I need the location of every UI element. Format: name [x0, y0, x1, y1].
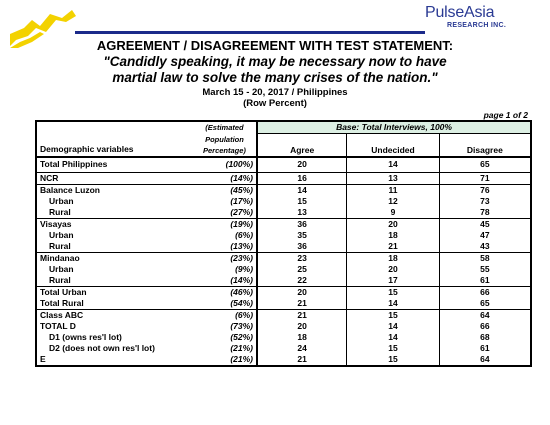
row-agree: 23	[257, 252, 347, 264]
row-population-pct: (13%)	[193, 241, 257, 253]
row-label: D1 (owns res'l lot)	[36, 332, 193, 343]
row-undecided: 20	[347, 218, 439, 230]
page-number: page 1 of 2	[483, 110, 528, 120]
brand-subtitle: RESEARCH INC.	[447, 22, 507, 29]
row-agree: 20	[257, 157, 347, 173]
row-undecided: 15	[347, 309, 439, 321]
row-agree: 15	[297, 195, 307, 206]
row-undecided: 17	[347, 275, 439, 287]
row-population-pct: (17%)	[193, 196, 257, 207]
row-label: Urban	[36, 230, 193, 241]
row-label: D2 (does not own res'l lot)	[36, 343, 193, 354]
table-row	[36, 207, 531, 219]
row-agree: 36	[297, 240, 307, 251]
col-header-undecided: Undecided	[347, 134, 439, 157]
row-agree: 20	[257, 286, 347, 298]
row-disagree: 43	[439, 241, 531, 253]
row-label: Rural	[36, 241, 193, 253]
row-undecided: 13	[347, 172, 439, 184]
row-label: Rural	[36, 207, 193, 219]
row-percent-label: (Row Percent)	[243, 98, 307, 109]
row-label: Urban	[36, 264, 193, 275]
row-agree: 25	[297, 263, 307, 274]
row-disagree: 64	[439, 309, 531, 321]
table-row	[36, 252, 531, 264]
base-header: Base: Total Interviews, 100%	[257, 121, 531, 134]
table-row	[36, 321, 531, 332]
row-agree: 18	[297, 331, 307, 342]
row-label: Urban	[36, 196, 193, 207]
row-population-pct: (100%)	[193, 157, 257, 173]
row-undecided: 15	[347, 286, 439, 298]
row-undecided: 11	[347, 184, 439, 196]
row-label: Total Rural	[36, 298, 193, 310]
row-agree: 21	[297, 297, 307, 308]
row-population-pct: (21%)	[193, 343, 257, 354]
row-population-pct: (9%)	[193, 264, 257, 275]
row-disagree: 47	[439, 230, 531, 241]
row-undecided: 14	[347, 332, 439, 343]
col-header-agree: Agree	[290, 144, 315, 155]
row-agree: 24	[297, 342, 307, 353]
page-title: AGREEMENT / DISAGREEMENT WITH TEST STATEMENT:	[96, 38, 454, 53]
row-label: Balance Luzon	[36, 184, 193, 196]
row-disagree: 73	[439, 196, 531, 207]
brand-name: PulseAsia	[425, 4, 495, 21]
col-header-pct-line3: Percentage)	[193, 145, 257, 157]
row-population-pct: (27%)	[193, 207, 257, 219]
row-undecided: 18	[347, 252, 439, 264]
row-undecided: 14	[347, 157, 439, 173]
row-label: NCR	[36, 172, 193, 184]
row-label: Total Urban	[36, 286, 193, 298]
row-agree: 21	[257, 354, 347, 366]
row-label: Visayas	[36, 218, 193, 230]
row-label: TOTAL D	[36, 321, 193, 332]
results-table	[35, 120, 532, 367]
row-undecided: 15	[347, 354, 439, 366]
row-undecided: 18	[347, 230, 439, 241]
row-agree: 36	[257, 218, 347, 230]
table-row	[36, 309, 531, 321]
table-row	[36, 286, 531, 298]
row-disagree: 64	[439, 354, 531, 366]
row-agree: 16	[257, 172, 347, 184]
row-population-pct: (54%)	[193, 298, 257, 310]
row-disagree: 66	[439, 286, 531, 298]
row-disagree: 61	[439, 343, 531, 354]
row-undecided: 20	[347, 264, 439, 275]
row-agree: 14	[257, 184, 347, 196]
row-undecided: 12	[347, 196, 439, 207]
row-agree: 22	[297, 274, 307, 285]
row-disagree: 55	[439, 264, 531, 275]
row-disagree: 71	[439, 172, 531, 184]
header-row-1	[36, 121, 531, 134]
table-row	[36, 218, 531, 230]
survey-date: March 15 - 20, 2017 / Philippines	[202, 87, 348, 98]
row-undecided: 14	[347, 321, 439, 332]
row-population-pct: (21%)	[193, 354, 257, 366]
table-row	[36, 184, 531, 196]
row-undecided: 15	[347, 343, 439, 354]
table-row	[36, 196, 531, 207]
row-disagree: 76	[439, 184, 531, 196]
row-population-pct: (14%)	[193, 275, 257, 287]
statement-line-1: "Candidly speaking, it may be necessary now to have	[103, 54, 447, 69]
row-population-pct: (23%)	[193, 252, 257, 264]
row-disagree: 58	[439, 252, 531, 264]
row-label: Rural	[36, 275, 193, 287]
row-agree: 13	[297, 206, 307, 217]
header-rule	[75, 31, 425, 34]
row-disagree: 65	[439, 157, 531, 173]
table-row	[36, 172, 531, 184]
row-agree: 35	[297, 229, 307, 240]
row-undecided: 21	[347, 241, 439, 253]
table-row	[36, 343, 531, 354]
row-population-pct: (14%)	[193, 172, 257, 184]
row-label: E	[36, 354, 193, 366]
table-row	[36, 230, 531, 241]
row-population-pct: (46%)	[193, 286, 257, 298]
row-disagree: 68	[439, 332, 531, 343]
table-row	[36, 241, 531, 253]
row-disagree: 65	[439, 298, 531, 310]
row-label: Total Philippines	[36, 157, 193, 173]
brand-logo	[425, 5, 506, 29]
table-row	[36, 264, 531, 275]
row-disagree: 78	[439, 207, 531, 219]
row-population-pct: (45%)	[193, 184, 257, 196]
table-row	[36, 157, 531, 173]
row-undecided: 14	[347, 298, 439, 310]
row-agree: 21	[257, 309, 347, 321]
table-row	[36, 275, 531, 287]
test-statement	[0, 54, 550, 86]
row-population-pct: (52%)	[193, 332, 257, 343]
row-population-pct: (6%)	[193, 230, 257, 241]
row-disagree: 66	[439, 321, 531, 332]
table-row	[36, 332, 531, 343]
row-disagree: 61	[439, 275, 531, 287]
row-label: Class ABC	[36, 309, 193, 321]
row-agree: 20	[297, 320, 307, 331]
row-undecided: 9	[347, 207, 439, 219]
row-population-pct: (6%)	[193, 309, 257, 321]
table-row	[36, 298, 531, 310]
col-header-pct-line1: (Estimated	[193, 121, 257, 134]
col-header-pct-line2: Population	[193, 134, 257, 145]
row-label: Mindanao	[36, 252, 193, 264]
table-row	[36, 354, 531, 366]
statement-line-2: martial law to solve the many crises of the nation."	[112, 70, 438, 85]
row-population-pct: (73%)	[193, 321, 257, 332]
row-population-pct: (19%)	[193, 218, 257, 230]
col-header-disagree: Disagree	[439, 134, 531, 157]
col-header-demographic: Demographic variables	[36, 121, 193, 157]
row-disagree: 45	[439, 218, 531, 230]
